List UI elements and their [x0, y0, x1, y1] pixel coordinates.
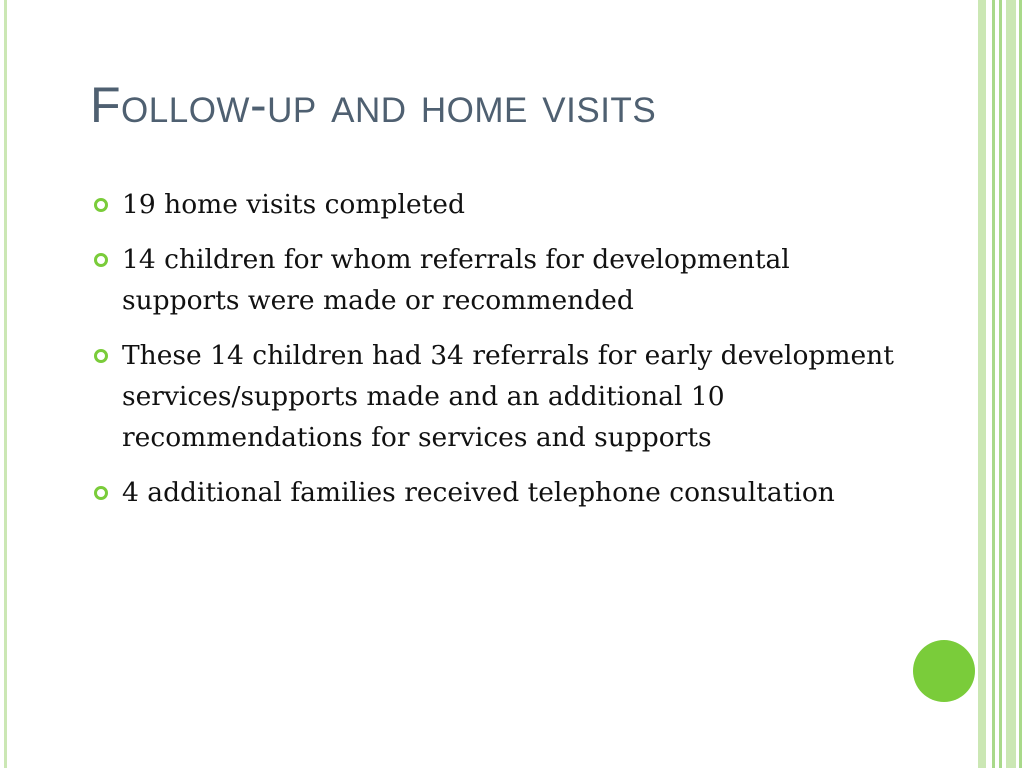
- bullet-ring-icon: [94, 198, 108, 212]
- decorative-circle: [913, 640, 975, 702]
- bullet-text: 4 additional families received telephone consultation: [122, 477, 835, 508]
- slide-title: Follow-up and home visits: [90, 77, 657, 133]
- bullet-list: [92, 184, 912, 527]
- bullet-text: 19 home visits completed: [122, 189, 465, 220]
- left-frame-line: [4, 0, 7, 768]
- right-frame-line-1: [992, 0, 995, 768]
- bullet-item: [92, 472, 912, 513]
- bullet-item: [92, 239, 912, 321]
- bullet-item: [92, 335, 912, 458]
- right-frame-band-outer: [1006, 0, 1016, 768]
- right-frame-band: [978, 0, 986, 768]
- bullet-ring-icon: [94, 253, 108, 267]
- bullet-text: These 14 children had 34 referrals for early development services/supports made and an additional 10 recommendations for services and supports: [122, 340, 894, 453]
- bullet-ring-icon: [94, 349, 108, 363]
- bullet-ring-icon: [94, 486, 108, 500]
- bullet-text: 14 children for whom referrals for developmental supports were made or recommended: [122, 244, 790, 316]
- right-frame-line-3: [1019, 0, 1022, 768]
- right-frame-line-2: [999, 0, 1002, 768]
- bullet-item: [92, 184, 912, 225]
